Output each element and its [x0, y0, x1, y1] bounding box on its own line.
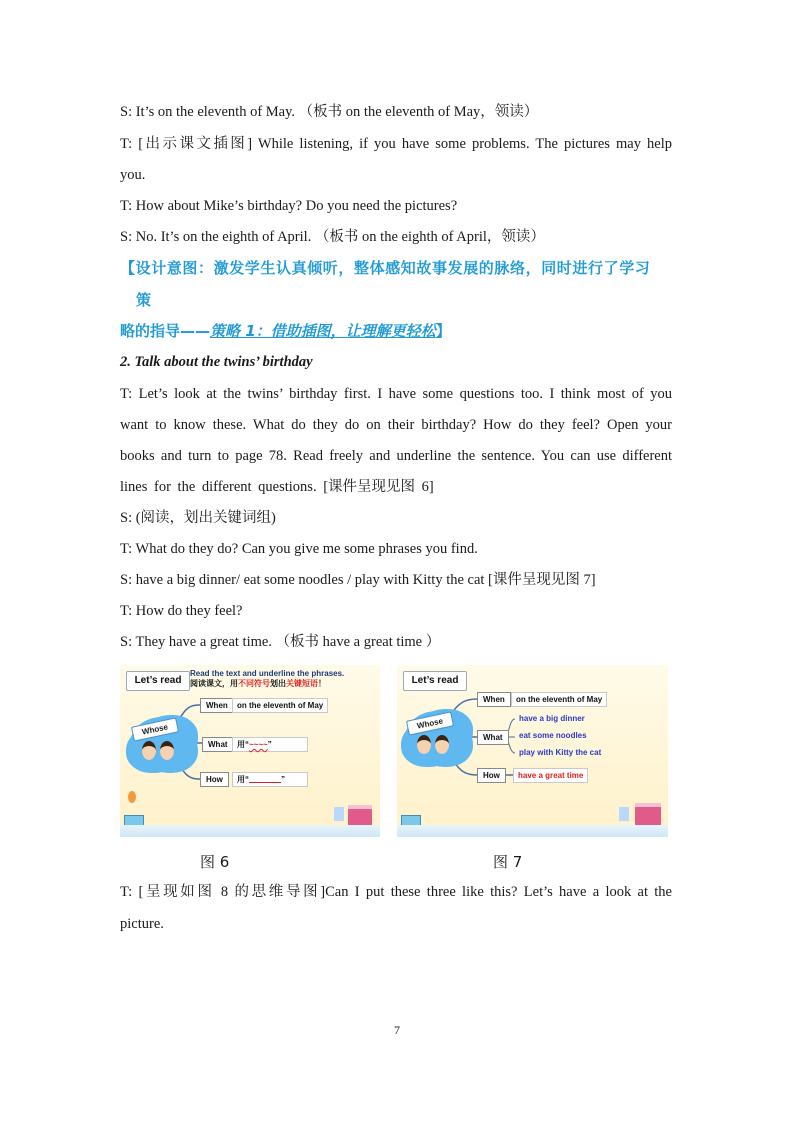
para-line-1: T: Let’s look at the twins’ birthday first. I have some questions too. I think most of you	[120, 386, 672, 402]
para-line-4: lines for the different questions. [课件呈现见图 6]	[120, 479, 434, 495]
wavy-line-mark: ~~~~	[249, 740, 268, 749]
slide-ground	[120, 825, 380, 837]
slide-figure-6	[120, 665, 380, 837]
what-item-2: eat some noodles	[519, 731, 587, 740]
para-line-5: S: (阅读，划出关键词组)	[120, 510, 276, 526]
slide-figure-7	[397, 665, 668, 837]
straight-line-mark	[249, 776, 281, 783]
para-line-11: picture.	[120, 916, 164, 932]
how-answer: have a great time	[513, 768, 588, 783]
line-mike-birthday: T: How about Mike’s birthday? Do you need the pictures?	[120, 198, 458, 214]
figure-7-caption: 图 7	[493, 853, 523, 871]
line-teacher-pictures: T: [出示课文插图] While listening, if you have some problems. The pictures may help	[120, 136, 672, 152]
slide-ground	[397, 825, 668, 837]
design-intent-line-2: 策	[136, 291, 152, 309]
cake-icon	[635, 803, 661, 827]
what-item-1: have a big dinner	[519, 714, 585, 723]
para-line-9: S: They have a great time. （板书 have a great time ）	[120, 634, 441, 650]
twin-girl-icon	[417, 735, 431, 754]
para-line-6: T: What do they do? Can you give me some phrases you find.	[120, 541, 478, 557]
balloon-icon	[128, 791, 136, 803]
what-node: What	[202, 737, 234, 752]
glass-icon	[334, 807, 344, 821]
when-answer: on the eleventh of May	[511, 692, 607, 707]
design-intent-line-3	[120, 321, 672, 341]
cake-icon	[348, 805, 372, 827]
instruction-chinese: 阅读课文，用不同符号划出关键短语！	[190, 679, 326, 688]
when-node: When	[200, 698, 234, 713]
para-line-3: books and turn to page 78. Read freely and underline the sentence. You can use different	[120, 448, 672, 464]
when-answer: on the eleventh of May	[232, 698, 328, 713]
para-line-7: S: have a big dinner/ eat some noodles / play with Kitty the cat [课件呈现见图 7]	[120, 572, 596, 588]
twin-girl-icon	[142, 741, 156, 760]
what-item-3: play with Kitty the cat	[519, 748, 602, 757]
when-node: When	[477, 692, 511, 707]
twin-boy-icon	[160, 741, 174, 760]
whose-label: Whose	[131, 717, 179, 741]
figure-6-caption: 图 6	[200, 853, 230, 871]
page-number: 7	[394, 1023, 400, 1037]
para-line-2: want to know these. What do they do on their birthday? How do they feel? Open your	[120, 417, 672, 433]
what-answer: 用“~~~~”	[232, 737, 308, 752]
para-line-10: T: [呈现如图 8 的思维导图]Can I put these three like this? Let’s have a look at the	[120, 884, 672, 900]
how-node: How	[200, 772, 229, 787]
slide-title: Let’s read	[126, 671, 190, 691]
slide-title: Let’s read	[403, 671, 467, 691]
strategy-one-label: 策略 1：借助插图，让理解更轻松	[210, 322, 436, 340]
twin-boy-icon	[435, 735, 449, 754]
whose-label: Whose	[406, 711, 454, 735]
how-node: How	[477, 768, 506, 783]
how-answer: 用“ ”	[232, 772, 308, 787]
section-heading: 2. Talk about the twins’ birthday	[120, 354, 313, 370]
design-intent-line-1: 【设计意图：激发学生认真倾听，整体感知故事发展的脉络，同时进行了学习	[120, 259, 651, 277]
line-student-eleventh-may: S: It’s on the eleventh of May. （板书 on the eleventh of May，领读）	[120, 104, 539, 120]
design-intent-prefix: 略的指导——	[120, 322, 211, 340]
what-node: What	[477, 730, 509, 745]
glass-icon	[619, 807, 629, 821]
line-you: you.	[120, 167, 146, 183]
line-student-eighth-april: S: No. It’s on the eighth of April. （板书 on the eighth of April，领读）	[120, 229, 545, 245]
para-line-8: T: How do they feel?	[120, 603, 243, 619]
design-intent-close: 】	[435, 322, 451, 340]
instruction-english: Read the text and underline the phrases.	[190, 669, 345, 678]
